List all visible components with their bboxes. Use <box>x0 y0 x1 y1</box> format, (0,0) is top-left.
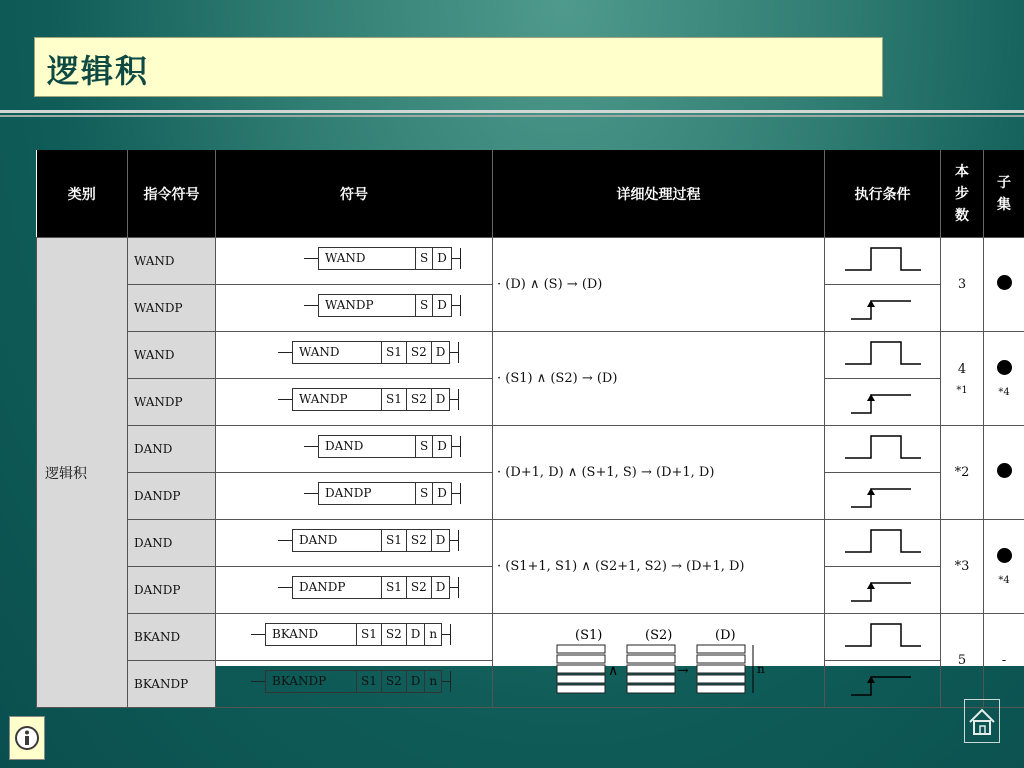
instruction-name: BKAND <box>272 627 319 641</box>
wire <box>450 587 458 588</box>
operand: D <box>431 389 450 410</box>
wire <box>304 305 318 306</box>
symbol-cell <box>216 567 493 614</box>
block-word <box>697 665 745 673</box>
operand: S2 <box>406 530 431 551</box>
instruction-cell: WAND <box>128 238 216 285</box>
ladder-symbol <box>278 530 459 551</box>
operand: D <box>432 436 451 457</box>
rising-edge-icon <box>825 661 941 703</box>
operand: D <box>406 624 425 645</box>
wire <box>452 258 460 259</box>
wire <box>304 258 318 259</box>
block-word <box>557 665 605 673</box>
table-row <box>37 332 1024 379</box>
operand: D <box>432 248 451 269</box>
ladder-symbol <box>304 295 461 316</box>
instruction-cell: DAND <box>128 426 216 473</box>
right-rail <box>460 248 461 269</box>
instruction-name: DAND <box>325 439 364 453</box>
condition-cell <box>825 661 941 708</box>
wire <box>452 493 460 494</box>
instruction-cell: DANDP <box>128 473 216 520</box>
wire <box>304 446 318 447</box>
block-word <box>697 685 745 693</box>
subset-value: - <box>1001 653 1007 668</box>
block-word <box>627 655 675 663</box>
condition-cell <box>825 332 941 379</box>
process-cell: · (D) ∧ (S) → (D) <box>493 238 825 332</box>
operand: n <box>424 624 441 645</box>
table-row <box>37 614 1024 661</box>
block-word <box>697 655 745 663</box>
instruction-box <box>318 482 452 505</box>
instruction-name: BKANDP <box>272 674 327 688</box>
symbol-cell <box>216 473 493 520</box>
right-rail <box>460 483 461 504</box>
operand: D <box>432 295 451 316</box>
operand: S1 <box>356 624 381 645</box>
symbol-cell <box>216 426 493 473</box>
block-word <box>627 665 675 673</box>
instruction-table <box>36 150 1024 708</box>
operand: D <box>431 530 450 551</box>
header-instruction: 指令符号 <box>128 150 216 238</box>
operand: S2 <box>406 342 431 363</box>
operand: D <box>431 342 450 363</box>
instruction-name: DAND <box>299 533 338 547</box>
ladder-symbol <box>251 624 451 645</box>
right-rail <box>450 671 451 692</box>
condition-cell <box>825 379 941 426</box>
subset-dot-icon <box>997 463 1012 478</box>
symbol-cell <box>216 614 493 661</box>
instruction-name: DANDP <box>299 580 346 594</box>
symbol-cell <box>216 238 493 285</box>
symbol-cell <box>216 661 493 708</box>
operand: S1 <box>356 671 381 692</box>
block-word <box>557 675 605 683</box>
home-icon[interactable] <box>964 699 1000 743</box>
header-category: 类别 <box>37 150 128 238</box>
operand: S1 <box>381 342 406 363</box>
condition-cell <box>825 567 941 614</box>
operand: S2 <box>406 389 431 410</box>
steps-cell <box>941 238 984 332</box>
process-cell: · (S1) ∧ (S2) → (D) <box>493 332 825 426</box>
subset-cell <box>984 238 1024 332</box>
subset-cell <box>984 614 1024 708</box>
condition-cell <box>825 520 941 567</box>
rising-edge-icon <box>825 285 941 327</box>
instruction-cell: BKAND <box>128 614 216 661</box>
subset-note: *4 <box>998 386 1010 398</box>
condition-cell <box>825 285 941 332</box>
ladder-symbol <box>278 342 459 363</box>
instruction-name: WAND <box>299 345 340 359</box>
steps-value: *2 <box>954 465 970 480</box>
subset-cell <box>984 426 1024 520</box>
operand: S2 <box>406 577 431 598</box>
subset-dot-icon <box>997 548 1012 563</box>
wire <box>278 540 292 541</box>
process-cell: · (D+1, D) ∧ (S+1, S) → (D+1, D) <box>493 426 825 520</box>
condition-cell <box>825 426 941 473</box>
table-row <box>37 426 1024 473</box>
block-label: (D) <box>715 627 736 643</box>
instruction-name: WAND <box>325 251 366 265</box>
instruction-cell: WAND <box>128 332 216 379</box>
ladder-symbol <box>278 389 459 410</box>
steps-cell <box>941 520 984 614</box>
operand: D <box>406 671 425 692</box>
right-rail <box>450 624 451 645</box>
wire <box>452 446 460 447</box>
operand: n <box>424 671 441 692</box>
symbol-cell <box>216 332 493 379</box>
steps-cell <box>941 614 984 708</box>
block-label: (S2) <box>645 627 673 643</box>
divider <box>0 115 1024 117</box>
instruction-box <box>265 623 442 646</box>
block-word <box>627 675 675 683</box>
operand: S1 <box>381 389 406 410</box>
right-rail <box>458 530 459 551</box>
subset-cell <box>984 520 1024 614</box>
block-word <box>627 645 675 653</box>
condition-cell <box>825 238 941 285</box>
wire <box>278 352 292 353</box>
instruction-cell: DAND <box>128 520 216 567</box>
ladder-symbol <box>304 483 461 504</box>
wire <box>452 305 460 306</box>
subset-note: *4 <box>998 574 1010 586</box>
subset-dot-icon <box>997 360 1012 375</box>
ladder-symbol <box>304 248 461 269</box>
steps-value: *3 <box>954 559 970 574</box>
instruction-box <box>318 294 452 317</box>
page-title: 逻辑积 <box>47 52 150 90</box>
instruction-cell: WANDP <box>128 285 216 332</box>
instruction-box <box>318 435 452 458</box>
wire <box>251 634 265 635</box>
wire <box>442 634 450 635</box>
instruction-name: WANDP <box>299 392 348 406</box>
symbol-cell <box>216 285 493 332</box>
header-condition: 执行条件 <box>825 150 941 238</box>
instruction-box <box>292 529 450 552</box>
right-rail <box>460 436 461 457</box>
wire <box>251 681 265 682</box>
pulse-condition-icon <box>825 426 941 468</box>
wire <box>450 540 458 541</box>
steps-cell <box>941 426 984 520</box>
arrow: → <box>677 662 689 679</box>
symbol-cell <box>216 520 493 567</box>
steps-note: *1 <box>956 384 968 396</box>
operand: S <box>415 295 432 316</box>
pulse-condition-icon <box>825 238 941 280</box>
block-label: (S1) <box>575 627 603 643</box>
block-diagram <box>497 621 827 705</box>
steps-value: 3 <box>957 277 967 292</box>
instruction-table-panel <box>36 150 1024 691</box>
rising-edge-icon <box>825 567 941 609</box>
symbol-cell <box>216 379 493 426</box>
block-word <box>627 685 675 693</box>
right-rail <box>458 342 459 363</box>
steps-cell <box>941 332 984 426</box>
block-word <box>557 645 605 653</box>
operand: S1 <box>381 577 406 598</box>
operand: S1 <box>381 530 406 551</box>
block-word <box>557 655 605 663</box>
wire <box>450 399 458 400</box>
operand: S2 <box>381 624 406 645</box>
pulse-condition-icon <box>825 614 941 656</box>
table-header-row <box>37 150 1024 238</box>
wire <box>278 587 292 588</box>
header-subset: 子 集 <box>984 150 1024 238</box>
title-bar <box>34 37 883 97</box>
instruction-box <box>292 388 450 411</box>
right-rail <box>458 577 459 598</box>
steps-value: 5 <box>957 653 967 668</box>
ladder-symbol <box>304 436 461 457</box>
steps-value: 4 <box>957 361 967 377</box>
instruction-box <box>292 576 450 599</box>
header-process: 详细处理过程 <box>493 150 825 238</box>
operand: S <box>415 248 432 269</box>
instruction-cell: BKANDP <box>128 661 216 708</box>
header-symbol: 符号 <box>216 150 493 238</box>
operand: S2 <box>381 671 406 692</box>
subset-dot-icon <box>997 275 1012 290</box>
process-cell: · (S1+1, S1) ∧ (S2+1, S2) → (D+1, D) <box>493 520 825 614</box>
instruction-cell: WANDP <box>128 379 216 426</box>
instruction-name: DANDP <box>325 486 372 500</box>
instruction-box <box>318 247 452 270</box>
instruction-cell: DANDP <box>128 567 216 614</box>
wire <box>278 399 292 400</box>
divider <box>0 110 1024 113</box>
right-rail <box>458 389 459 410</box>
ladder-symbol <box>278 577 459 598</box>
condition-cell <box>825 614 941 661</box>
table-row <box>37 238 1024 285</box>
table-row <box>37 520 1024 567</box>
ladder-symbol <box>251 671 451 692</box>
process-cell <box>493 614 825 708</box>
block-count-label: n <box>757 661 765 676</box>
wire <box>442 681 450 682</box>
info-icon[interactable] <box>9 716 45 760</box>
pulse-condition-icon <box>825 520 941 562</box>
right-rail <box>460 295 461 316</box>
instruction-box <box>265 670 442 693</box>
rising-edge-icon <box>825 379 941 421</box>
condition-cell <box>825 473 941 520</box>
operand: D <box>432 483 451 504</box>
and-operator: ∧ <box>608 662 619 679</box>
rising-edge-icon <box>825 473 941 515</box>
instruction-box <box>292 341 450 364</box>
operand: S <box>415 436 432 457</box>
category-cell: 逻辑积 <box>37 238 128 708</box>
header-steps: 本 步 数 <box>941 150 984 238</box>
block-word <box>697 645 745 653</box>
pulse-condition-icon <box>825 332 941 374</box>
operand: D <box>431 577 450 598</box>
wire <box>450 352 458 353</box>
block-and-diagram <box>497 621 824 701</box>
block-word <box>557 685 605 693</box>
operand: S <box>415 483 432 504</box>
wire <box>304 493 318 494</box>
block-word <box>697 675 745 683</box>
instruction-name: WANDP <box>325 298 374 312</box>
subset-cell <box>984 332 1024 426</box>
